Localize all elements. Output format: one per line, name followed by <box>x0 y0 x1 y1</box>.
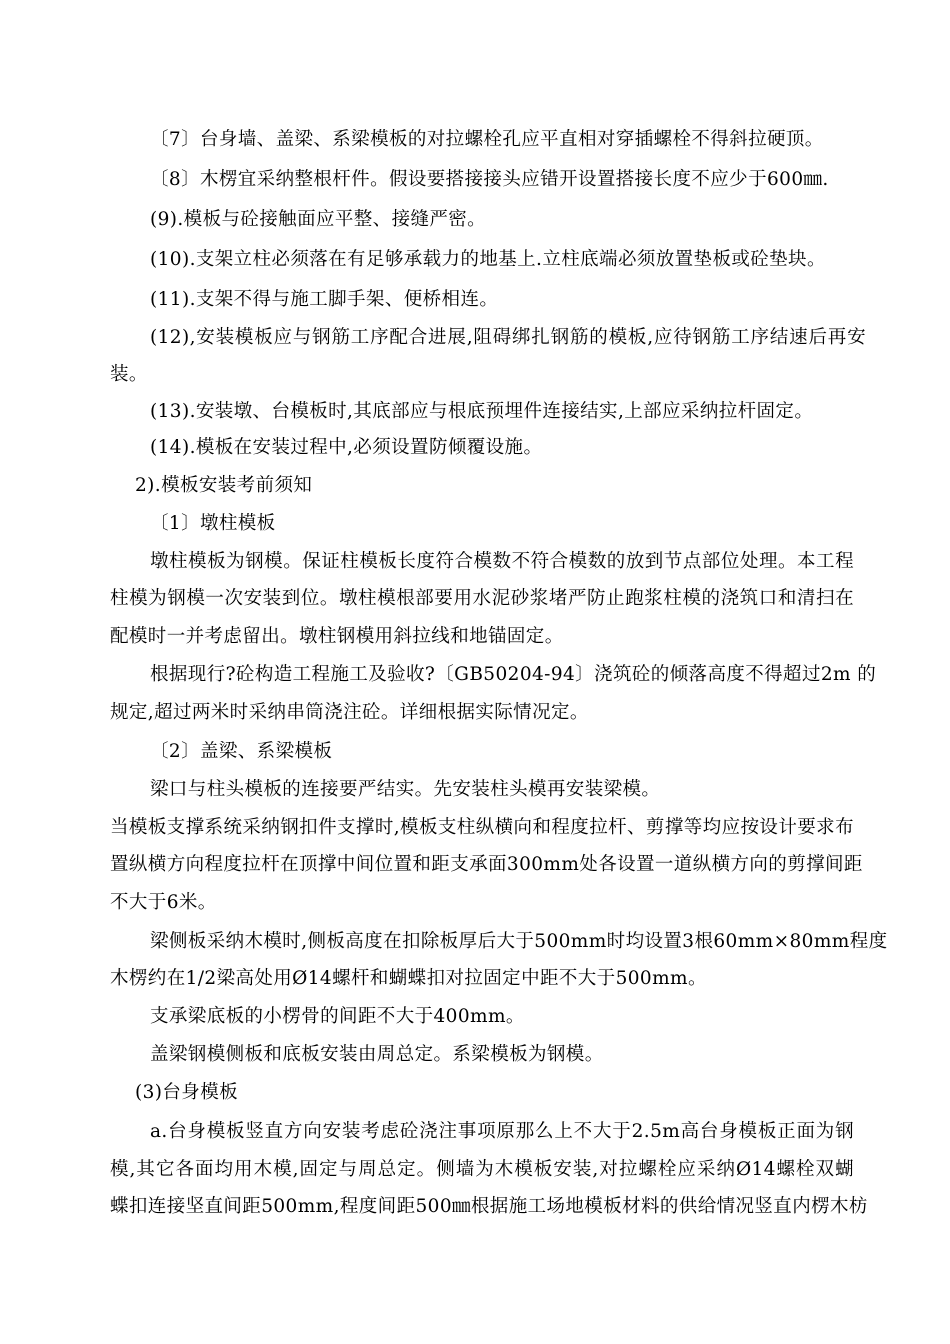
paragraph-line: 装。 <box>110 364 148 385</box>
paragraph-line: (9).模板与砼接触面应平整、接缝严密。 <box>150 209 487 230</box>
paragraph-line: (14).模板在安装过程中,必须设置防倾覆设施。 <box>150 437 543 458</box>
paragraph-line: 模,其它各面均用木模,固定与周总定。侧墙为木模板安装,对拉螺栓应采纳Ø14螺栓双蝴 <box>110 1159 854 1180</box>
paragraph-line: 配模时一并考虑留出。墩柱钢模用斜拉线和地锚固定。 <box>110 626 564 647</box>
paragraph-line: 柱模为钢模一次安装到位。墩柱模根部要用水泥砂浆堵严防止跑浆柱模的浇筑口和清扫在 <box>110 588 854 609</box>
paragraph-line: 墩柱模板为钢模。保证柱模板长度符合模数不符合模数的放到节点部位处理。本工程 <box>150 551 854 572</box>
paragraph-line: 木楞约在1/2梁高处用Ø14螺杆和蝴蝶扣对拉固定中距不大于500mm。 <box>110 968 707 989</box>
paragraph-line: 规定,超过两米时采纳串筒浇注砼。详细根据实际情况定。 <box>110 702 589 723</box>
paragraph-line: 蝶扣连接坚直间距500mm,程度间距500㎜根据施工场地模板材料的供给情况竖直内楞木枋 <box>110 1196 868 1217</box>
paragraph-line: 当模板支撑系统采纳钢扣件支撑时,模板支柱纵横向和程度拉杆、剪撑等均应按设计要求布 <box>110 817 854 838</box>
section-heading: 2).模板安装考前须知 <box>135 475 313 496</box>
paragraph-line: 置纵横方向程度拉杆在顶撑中间位置和距支承面300mm处各设置一道纵横方向的剪撑间距 <box>110 854 863 875</box>
paragraph-line: (12),安装模板应与钢筋工序配合进展,阻碍绑扎钢筋的模板,应待钢筋工序结速后再安 <box>150 327 866 348</box>
paragraph-line: (10).支架立柱必须落在有足够承载力的地基上.立柱底端必须放置垫板或砼垫块。 <box>150 249 826 270</box>
paragraph-line: 根据现行?砼构造工程施工及验收?〔GB50204-94〕浇筑砼的倾落高度不得超过2m 的 <box>150 664 877 685</box>
paragraph-line: (13).安装墩、台模板时,其底部应与根底预埋件连接结实,上部应采纳拉杆固定。 <box>150 401 814 422</box>
subsection-heading: 〔2〕盖梁、系梁模板 <box>150 741 333 762</box>
paragraph-line: 盖梁钢模侧板和底板安装由周总定。系梁模板为钢模。 <box>150 1044 604 1065</box>
paragraph-line: 支承梁底板的小楞骨的间距不大于400mm。 <box>150 1006 525 1027</box>
subsection-heading: 〔1〕墩柱模板 <box>150 513 276 534</box>
paragraph-line: 梁侧板采纳木模时,侧板高度在扣除板厚后大于500mm时均设置3根60mm×80mm程度 <box>150 931 888 952</box>
paragraph-line: 梁口与柱头模板的连接要严结实。先安装柱头模再安装梁模。 <box>150 779 661 800</box>
paragraph-line: (11).支架不得与施工脚手架、便桥相连。 <box>150 289 499 310</box>
paragraph-line: 不大于6米。 <box>110 892 217 913</box>
paragraph-line: 〔7〕台身墙、盖梁、系梁模板的对拉螺栓孔应平直相对穿插螺栓不得斜拉硬顶。 <box>150 129 824 150</box>
paragraph-line: 〔8〕木楞宜采纳整根杆件。假设要搭接接头应错开设置搭接长度不应少于600㎜. <box>150 169 829 190</box>
paragraph-line: a.台身模板竖直方向安装考虑砼浇注事项原那么上不大于2.5m高台身模板正面为钢 <box>150 1121 854 1142</box>
subsection-heading: (3)台身模板 <box>135 1082 239 1103</box>
